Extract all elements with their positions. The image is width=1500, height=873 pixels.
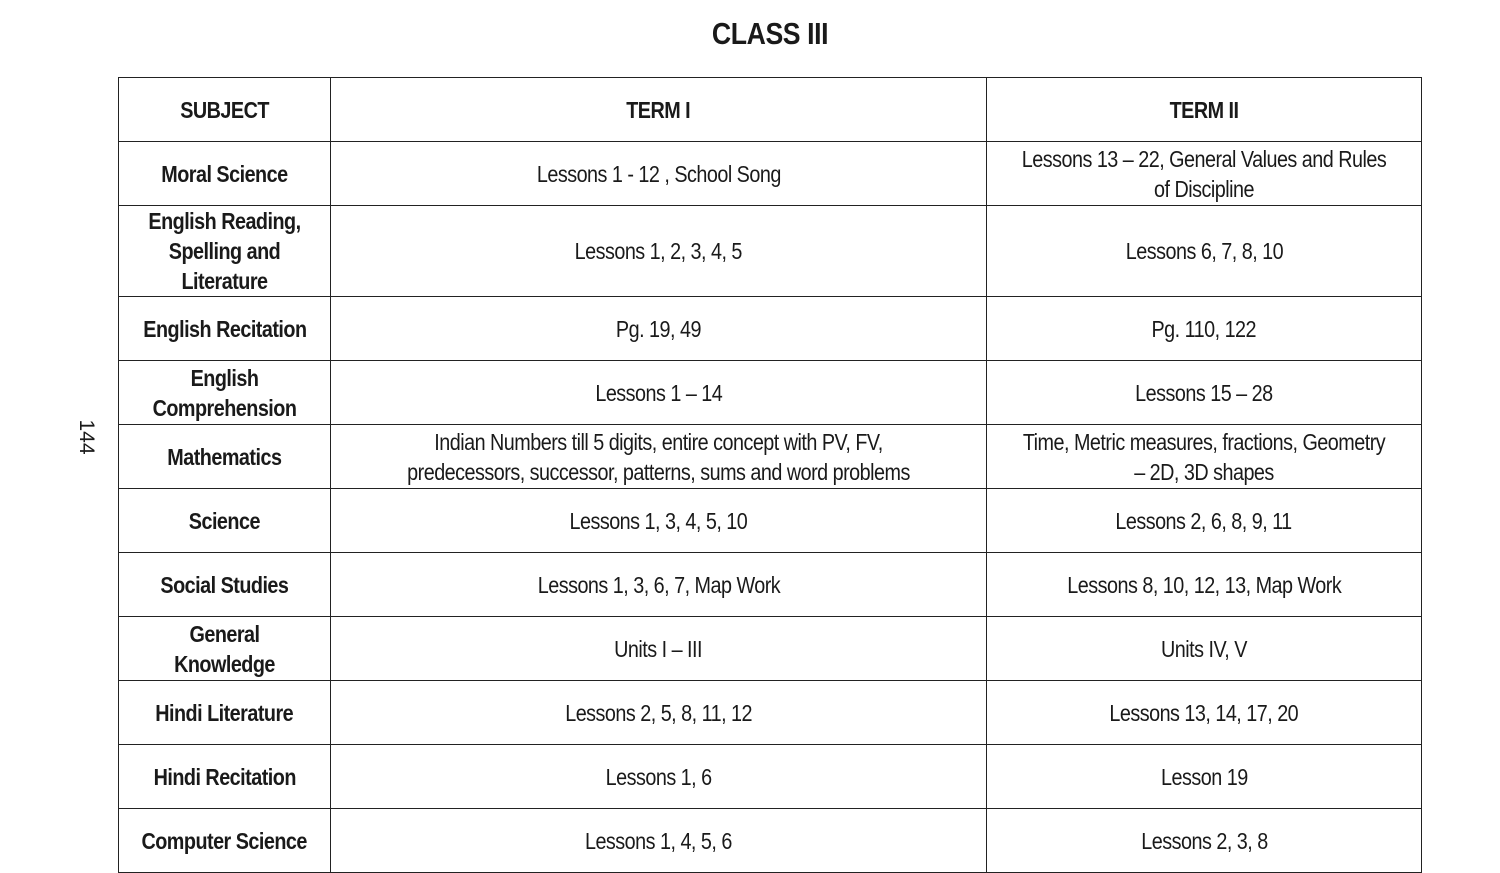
page-title: CLASS III (711, 16, 829, 51)
table-row (119, 425, 1422, 489)
table-row (119, 489, 1422, 553)
table-row (119, 553, 1422, 617)
table-row (119, 809, 1422, 873)
term-1-cell: Lessons 1, 6 (331, 745, 987, 809)
subject-cell: Hindi Recitation (119, 745, 331, 809)
header-term-2: TERM II (987, 78, 1422, 142)
term-2-cell: Lessons 2, 6, 8, 9, 11 (987, 489, 1422, 553)
subject-cell: English Comprehension (119, 361, 331, 425)
term-1-cell: Lessons 1, 3, 4, 5, 10 (331, 489, 987, 553)
term-1-cell: Lessons 1, 2, 3, 4, 5 (331, 206, 987, 297)
table-row (119, 361, 1422, 425)
header-term-1: TERM I (331, 78, 987, 142)
page-number: 144 (75, 419, 98, 455)
term-1-cell: Lessons 1, 4, 5, 6 (331, 809, 987, 873)
term-2-cell: Lessons 13, 14, 17, 20 (987, 681, 1422, 745)
table-row (119, 617, 1422, 681)
table-header-row (119, 78, 1422, 142)
term-1-cell: Lessons 2, 5, 8, 11, 12 (331, 681, 987, 745)
term-2-cell: Lesson 19 (987, 745, 1422, 809)
table-row (119, 206, 1422, 297)
header-subject: SUBJECT (119, 78, 331, 142)
subject-cell: Moral Science (119, 142, 331, 206)
term-2-cell: Lessons 13 – 22, General Values and Rules of Discipline (987, 142, 1422, 206)
subject-cell: English Reading, Spelling and Literature (119, 206, 331, 297)
table-row (119, 297, 1422, 361)
subject-cell: Computer Science (119, 809, 331, 873)
table-row (119, 142, 1422, 206)
subject-cell: English Recitation (119, 297, 331, 361)
syllabus-table (118, 77, 1422, 873)
term-1-cell: Lessons 1, 3, 6, 7, Map Work (331, 553, 987, 617)
term-2-cell: Lessons 8, 10, 12, 13, Map Work (987, 553, 1422, 617)
term-2-cell: Lessons 15 – 28 (987, 361, 1422, 425)
term-2-cell: Pg. 110, 122 (987, 297, 1422, 361)
term-2-cell: Units IV, V (987, 617, 1422, 681)
term-2-cell: Lessons 2, 3, 8 (987, 809, 1422, 873)
term-1-cell: Lessons 1 – 14 (331, 361, 987, 425)
subject-cell: Science (119, 489, 331, 553)
subject-cell: General Knowledge (119, 617, 331, 681)
term-1-cell: Units I – III (331, 617, 987, 681)
term-2-cell: Lessons 6, 7, 8, 10 (987, 206, 1422, 297)
subject-cell: Mathematics (119, 425, 331, 489)
term-1-cell: Indian Numbers till 5 digits, entire concept with PV, FV, predecessors, successor, patterns, sums and word problems (331, 425, 987, 489)
term-1-cell: Pg. 19, 49 (331, 297, 987, 361)
table-row (119, 681, 1422, 745)
subject-cell: Social Studies (119, 553, 331, 617)
subject-cell: Hindi Literature (119, 681, 331, 745)
term-1-cell: Lessons 1 - 12 , School Song (331, 142, 987, 206)
term-2-cell: Time, Metric measures, fractions, Geometry – 2D, 3D shapes (987, 425, 1422, 489)
table-row (119, 745, 1422, 809)
